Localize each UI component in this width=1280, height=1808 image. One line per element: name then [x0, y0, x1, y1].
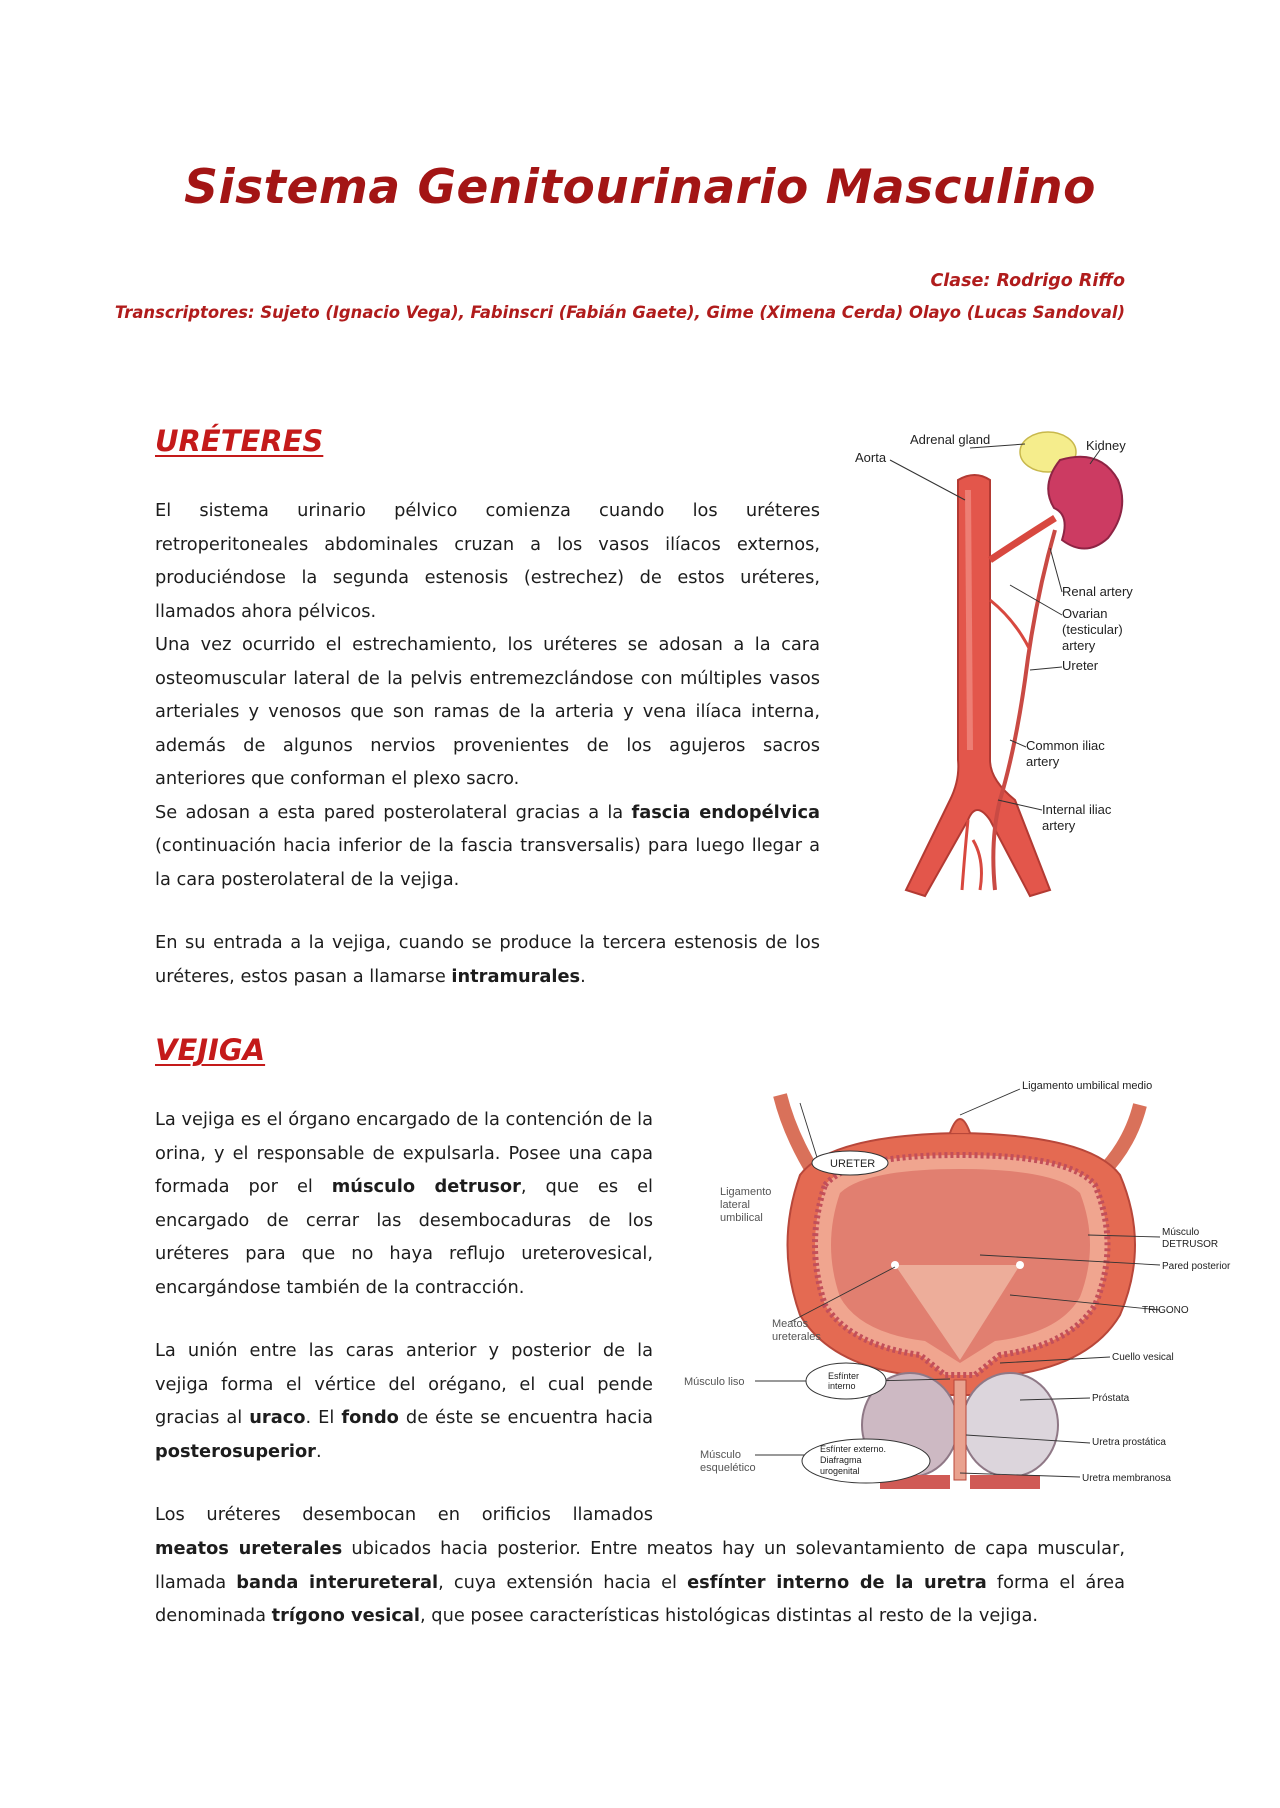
- label-ligamento-lateral-1: Ligamento: [720, 1186, 772, 1198]
- label-esfinter-externo-2: Diafragma: [820, 1455, 862, 1465]
- right-diaphragm-muscle: [970, 1475, 1040, 1489]
- vejiga-paragraph-3-first-line: Los uréteres desembocan en orificios llamados: [155, 1504, 653, 1525]
- label-musculo-esqueletico-1: Músculo: [700, 1449, 741, 1461]
- renal-artery-shape: [990, 518, 1055, 560]
- label-ligamento-lateral-3: umbilical: [720, 1212, 763, 1224]
- label-ureter: URETER: [830, 1158, 876, 1170]
- vejiga-paragraph-1: [155, 1103, 653, 1304]
- urethra-shape: [954, 1380, 966, 1480]
- label-musculo-detrusor-1: Músculo: [1162, 1227, 1200, 1238]
- text-run: ubicados hacia posterior. Entre meatos hay un solevantamiento de capa muscular, llamada: [155, 1538, 1125, 1593]
- text-run: forma el área denominada: [155, 1571, 1125, 1626]
- label-internal-iliac-1: Internal iliac: [1042, 802, 1112, 817]
- credits-block: [115, 266, 1125, 328]
- label-esfinter-interno-1: Esfínter: [828, 1371, 860, 1381]
- bold-term: uraco: [249, 1407, 306, 1428]
- text-run: , que posee características histológicas distintas al resto de la vejiga.: [419, 1605, 1039, 1626]
- kidney-shape: [1048, 457, 1122, 549]
- transcribers-credit: Transcriptores: Sujeto (Ignacio Vega), Fabinscri (Fabián Gaete), Gime (Ximena Cerda) Olayo (Lucas Sandoval): [114, 303, 1125, 322]
- ureteres-paragraph-2: Una vez ocurrido el estrechamiento, los uréteres se adosan a la cara osteomuscular lateral de la pelvis entremezclándose con múltiples vasos arteriales y venosos que son ramas de la arteria y vena ilíaca interna, además de algunos nervios provenientes de los agujeros sacros anteriores que conforman el plexo sacro.: [155, 634, 820, 789]
- label-kidney: Kidney: [1086, 438, 1126, 453]
- label-cuello-vesical: Cuello vesical: [1112, 1352, 1174, 1363]
- ureteres-paragraph-1: El sistema urinario pélvico comienza cuando los uréteres retroperitoneales abdominales cruzan a los vasos ilíacos externos, produciéndose la segunda estenosis (estrechez) de estos uréteres, llamados ahora pélvicos.: [155, 500, 820, 622]
- text-run: En su entrada a la vejiga, cuando se produce la tercera estenosis de los uréteres, estos pasan a llamarse: [155, 932, 820, 987]
- text-run: .: [315, 1440, 322, 1462]
- section-heading-ureteres: URÉTERES: [155, 424, 324, 458]
- left-ureteral-meatus: [891, 1261, 899, 1269]
- ureteres-paragraph-3: [155, 796, 820, 897]
- text-run: (continuación hacia inferior de la fascia transversalis) para luego llegar a la cara posterolateral de la vejiga.: [155, 835, 820, 890]
- label-uretra-prostatica: Uretra prostática: [1092, 1437, 1166, 1448]
- vejiga-paragraph-2: [155, 1334, 653, 1468]
- label-esfinter-externo-3: urogenital: [820, 1466, 860, 1476]
- right-ureteral-meatus: [1016, 1261, 1024, 1269]
- label-aorta: Aorta: [855, 450, 887, 465]
- label-renal-artery: Renal artery: [1062, 584, 1133, 599]
- text-run: Se adosan a esta pared posterolateral gracias a la: [155, 801, 632, 823]
- label-ovarian-1: Ovarian: [1062, 606, 1108, 621]
- label-musculo-liso: Músculo liso: [684, 1376, 745, 1388]
- class-credit: Clase: Rodrigo Riffo: [930, 271, 1125, 291]
- ureteres-paragraph-4: [155, 926, 820, 993]
- aorta-highlight: [968, 490, 970, 750]
- label-musculo-esqueletico-2: esquelético: [700, 1462, 756, 1474]
- label-ovarian-2: (testicular): [1062, 622, 1123, 637]
- text-run: , cuya extensión hacia el: [438, 1571, 688, 1593]
- label-common-iliac-2: artery: [1026, 754, 1060, 769]
- bold-term: fascia endopélvica: [631, 801, 820, 823]
- ureteres-text: [155, 494, 820, 896]
- bold-term: músculo detrusor: [331, 1176, 521, 1197]
- label-meatos-1: Meatos: [772, 1318, 809, 1330]
- text-run: .: [580, 965, 586, 987]
- section-heading-vejiga: VEJIGA: [155, 1033, 266, 1067]
- bladder-apex-shape: [950, 1119, 970, 1133]
- bold-term: intramurales: [451, 965, 581, 987]
- label-ureter: Ureter: [1062, 658, 1099, 673]
- text-run: . El: [305, 1407, 342, 1428]
- label-common-iliac-1: Common iliac: [1026, 738, 1105, 753]
- bold-term: fondo: [341, 1407, 399, 1428]
- label-pared-posterior: Pared posterior: [1162, 1261, 1231, 1272]
- bold-term: banda interureteral: [236, 1571, 439, 1593]
- label-ovarian-3: artery: [1062, 638, 1096, 653]
- label-ligamento-umbilical-medio: Ligamento umbilical medio: [1022, 1080, 1153, 1092]
- text-run: La unión entre las caras anterior y posterior de la vejiga forma el vértice del orégano, el cual pende gracias al: [155, 1340, 653, 1428]
- document-title: Sistema Genitourinario Masculino: [184, 160, 1096, 215]
- text-run: La vejiga es el órgano encargado de la contención de la orina, y el responsable de expulsarla. Posee una capa formada por el: [155, 1109, 653, 1197]
- bold-term: trígono vesical: [271, 1605, 420, 1626]
- label-adrenal-gland: Adrenal gland: [910, 432, 991, 447]
- label-meatos-2: ureterales: [772, 1331, 821, 1343]
- internal-iliac-branches: [962, 820, 981, 890]
- label-uretra-membranosa: Uretra membranosa: [1082, 1473, 1171, 1484]
- label-internal-iliac-2: artery: [1042, 818, 1076, 833]
- text-run: , que es el encargado de cerrar las desembocaduras de los uréteres para que no haya reflujo ureterovesical, encargándose también de la contracción.: [155, 1176, 653, 1298]
- vejiga-paragraph-3: [155, 1532, 1125, 1633]
- label-ligamento-lateral-2: lateral: [720, 1199, 750, 1211]
- bold-term: esfínter interno de la uretra: [687, 1571, 987, 1593]
- label-musculo-detrusor-2: DETRUSOR: [1162, 1239, 1219, 1250]
- bold-term: meatos ureterales: [155, 1538, 343, 1559]
- prostate-right-lobe: [962, 1373, 1058, 1477]
- label-trigono: TRIGONO: [1142, 1305, 1189, 1316]
- text-run: de éste se encuentra hacia: [398, 1407, 653, 1428]
- label-prostata: Próstata: [1092, 1393, 1130, 1404]
- bold-term: posterosuperior: [155, 1440, 316, 1462]
- ureter-anatomy-figure: [850, 420, 1150, 910]
- ovarian-artery-shape: [990, 600, 1030, 650]
- label-esfinter-interno-2: interno: [828, 1381, 856, 1391]
- bladder-anatomy-figure: [680, 1075, 1231, 1495]
- label-esfinter-externo-1: Esfínter externo.: [820, 1444, 887, 1454]
